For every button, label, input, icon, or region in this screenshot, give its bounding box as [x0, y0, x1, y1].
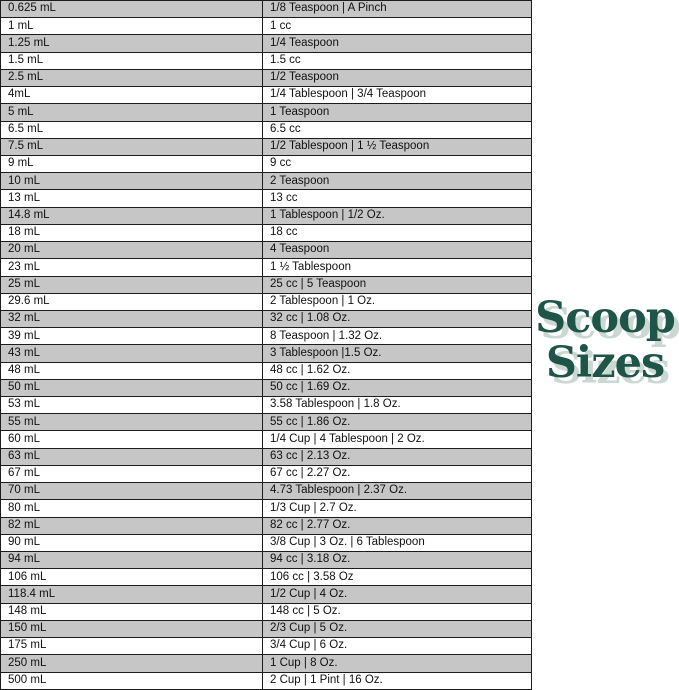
table-row [1, 345, 532, 362]
table-row [1, 569, 532, 586]
table-row [1, 52, 532, 69]
table-row [1, 397, 532, 414]
table-row [1, 328, 532, 345]
ml-cell: 43 mL [1, 345, 263, 362]
ml-cell: 14.8 mL [1, 207, 263, 224]
ml-cell: 1.5 mL [1, 52, 263, 69]
table-row [1, 242, 532, 259]
table-row [1, 207, 532, 224]
equiv-cell: 1/4 Tablespoon | 3/4 Teaspoon [263, 87, 532, 104]
equiv-cell: 1 Tablespoon | 1/2 Oz. [263, 207, 532, 224]
table-row [1, 310, 532, 327]
equiv-cell: 2 Teaspoon [263, 173, 532, 190]
table-row [1, 276, 532, 293]
equiv-cell: 1/3 Cup | 2.7 Oz. [263, 500, 532, 517]
ml-cell: 25 mL [1, 276, 263, 293]
equiv-cell: 3 Tablespoon |1.5 Oz. [263, 345, 532, 362]
equiv-cell: 1 cc [263, 18, 532, 35]
ml-cell: 0.625 mL [1, 1, 263, 18]
equiv-cell: 32 cc | 1.08 Oz. [263, 310, 532, 327]
ml-cell: 7.5 mL [1, 138, 263, 155]
table-row [1, 138, 532, 155]
equiv-cell: 82 cc | 2.77 Oz. [263, 517, 532, 534]
equiv-cell: 13 cc [263, 190, 532, 207]
table-row [1, 465, 532, 482]
ml-cell: 250 mL [1, 655, 263, 672]
ml-cell: 150 mL [1, 620, 263, 637]
equiv-cell: 2 Tablespoon | 1 Oz. [263, 293, 532, 310]
table-row [1, 552, 532, 569]
ml-cell: 4mL [1, 87, 263, 104]
equiv-cell: 48 cc | 1.62 Oz. [263, 362, 532, 379]
table-row [1, 534, 532, 551]
conversion-table-body [1, 1, 532, 690]
table-row [1, 69, 532, 86]
ml-cell: 39 mL [1, 328, 263, 345]
table-row [1, 224, 532, 241]
ml-cell: 70 mL [1, 483, 263, 500]
ml-cell: 9 mL [1, 155, 263, 172]
equiv-cell: 1/2 Cup | 4 Oz. [263, 586, 532, 603]
ml-cell: 175 mL [1, 638, 263, 655]
equiv-cell: 1/2 Teaspoon [263, 69, 532, 86]
equiv-cell: 55 cc | 1.86 Oz. [263, 414, 532, 431]
ml-cell: 94 mL [1, 552, 263, 569]
ml-cell: 10 mL [1, 173, 263, 190]
ml-cell: 67 mL [1, 465, 263, 482]
equiv-cell: 1 Teaspoon [263, 104, 532, 121]
table-row [1, 655, 532, 672]
equiv-cell: 18 cc [263, 224, 532, 241]
ml-cell: 50 mL [1, 379, 263, 396]
table-row [1, 121, 532, 138]
equiv-cell: 2 Cup | 1 Pint | 16 Oz. [263, 672, 532, 689]
ml-cell: 148 mL [1, 603, 263, 620]
equiv-cell: 2/3 Cup | 5 Oz. [263, 620, 532, 637]
equiv-cell: 3.58 Tablespoon | 1.8 Oz. [263, 397, 532, 414]
equiv-cell: 3/4 Cup | 6 Oz. [263, 638, 532, 655]
equiv-cell: 67 cc | 2.27 Oz. [263, 465, 532, 482]
equiv-cell: 1/8 Teaspoon | A Pinch [263, 1, 532, 18]
table-row [1, 87, 532, 104]
table-row [1, 483, 532, 500]
table-row [1, 35, 532, 52]
ml-cell: 48 mL [1, 362, 263, 379]
equiv-cell: 1/4 Cup | 4 Tablespoon | 2 Oz. [263, 431, 532, 448]
ml-cell: 63 mL [1, 448, 263, 465]
table-row [1, 638, 532, 655]
ml-cell: 2.5 mL [1, 69, 263, 86]
table-row [1, 517, 532, 534]
equiv-cell: 8 Teaspoon | 1.32 Oz. [263, 328, 532, 345]
ml-cell: 6.5 mL [1, 121, 263, 138]
title-line-sizes: Sizes [545, 338, 665, 388]
table-row [1, 1, 532, 18]
page-title [531, 293, 679, 388]
equiv-cell: 148 cc | 5 Oz. [263, 603, 532, 620]
ml-cell: 32 mL [1, 310, 263, 327]
table-row [1, 603, 532, 620]
ml-cell: 118.4 mL [1, 586, 263, 603]
table-row [1, 173, 532, 190]
table-row [1, 586, 532, 603]
table-row [1, 672, 532, 689]
equiv-cell: 1/4 Teaspoon [263, 35, 532, 52]
equiv-cell: 1/2 Tablespoon | 1 ½ Teaspoon [263, 138, 532, 155]
table-row [1, 155, 532, 172]
equiv-cell: 106 cc | 3.58 Oz [263, 569, 532, 586]
ml-cell: 29.6 mL [1, 293, 263, 310]
table-row [1, 414, 532, 431]
equiv-cell: 1 Cup | 8 Oz. [263, 655, 532, 672]
table-row [1, 431, 532, 448]
table-row [1, 293, 532, 310]
ml-cell: 82 mL [1, 517, 263, 534]
ml-cell: 1.25 mL [1, 35, 263, 52]
ml-cell: 53 mL [1, 397, 263, 414]
ml-cell: 106 mL [1, 569, 263, 586]
ml-cell: 5 mL [1, 104, 263, 121]
ml-cell: 500 mL [1, 672, 263, 689]
ml-cell: 80 mL [1, 500, 263, 517]
equiv-cell: 1.5 cc [263, 52, 532, 69]
equiv-cell: 4.73 Tablespoon | 2.37 Oz. [263, 483, 532, 500]
equiv-cell: 50 cc | 1.69 Oz. [263, 379, 532, 396]
equiv-cell: 3/8 Cup | 3 Oz. | 6 Tablespoon [263, 534, 532, 551]
equiv-cell: 6.5 cc [263, 121, 532, 138]
equiv-cell: 1 ½ Tablespoon [263, 259, 532, 276]
ml-cell: 20 mL [1, 242, 263, 259]
table-row [1, 259, 532, 276]
ml-cell: 55 mL [1, 414, 263, 431]
table-row [1, 362, 532, 379]
equiv-cell: 25 cc | 5 Teaspoon [263, 276, 532, 293]
table-row [1, 448, 532, 465]
ml-cell: 23 mL [1, 259, 263, 276]
table-row [1, 190, 532, 207]
ml-cell: 90 mL [1, 534, 263, 551]
ml-cell: 18 mL [1, 224, 263, 241]
table-row [1, 104, 532, 121]
ml-cell: 60 mL [1, 431, 263, 448]
equiv-cell: 9 cc [263, 155, 532, 172]
title-line-scoop: Scoop [535, 293, 675, 343]
ml-cell: 1 mL [1, 18, 263, 35]
equiv-cell: 94 cc | 3.18 Oz. [263, 552, 532, 569]
table-row [1, 620, 532, 637]
table-row [1, 379, 532, 396]
equiv-cell: 4 Teaspoon [263, 242, 532, 259]
ml-cell: 13 mL [1, 190, 263, 207]
table-row [1, 18, 532, 35]
equiv-cell: 63 cc | 2.13 Oz. [263, 448, 532, 465]
table-row [1, 500, 532, 517]
